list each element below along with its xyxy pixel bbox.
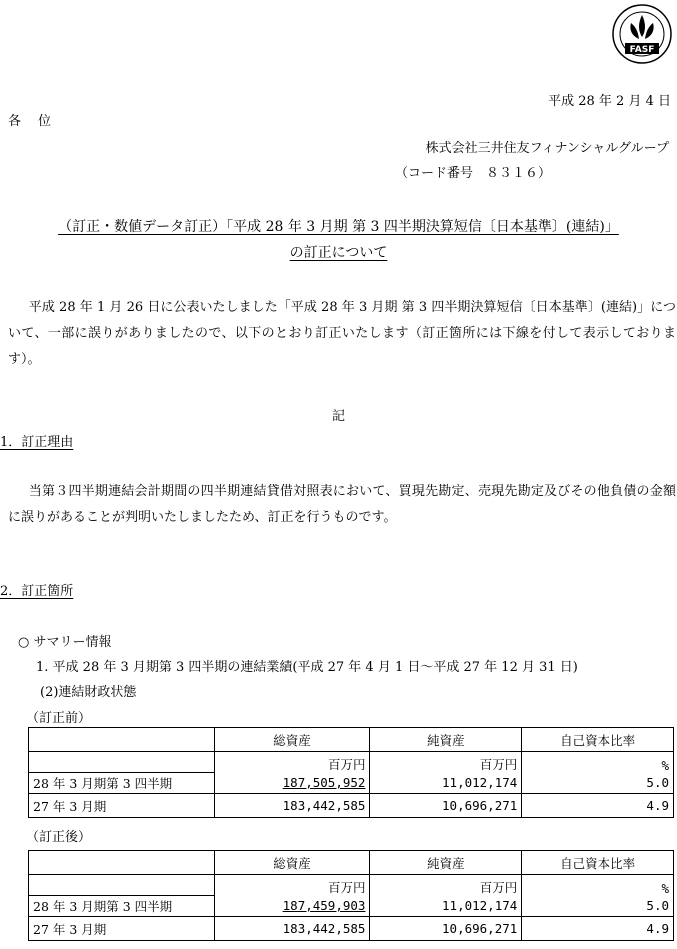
- after-label: （訂正後）: [26, 830, 92, 845]
- section1-body: 当第３四半期連結会計期間の四半期連結貸借対照表において、買現先勘定、売現先勘定及びその他負債の金額に誤りがあることが判明いたしましたため、訂正を行うものです。: [8, 484, 676, 525]
- table-header-row: 総資産 純資産 自己資本比率: [29, 851, 674, 875]
- before-label: （訂正前）: [26, 711, 92, 726]
- document-title-line1: （訂正・数値データ訂正）「平成 28 年 3 月期 第 3 四半期決算短信〔日本基準〕(連結)」: [58, 219, 619, 235]
- header-equity-ratio: 自己資本比率: [522, 728, 674, 752]
- logo-text: FASF: [629, 45, 655, 55]
- table-row: 27 年 3 月期 183,442,585 10,696,271 4.9: [29, 794, 674, 818]
- item1-label: 1. 平成 28 年 3 月期第 3 四半期の連結業績(平成 27 年 4 月 1 日～平成 27 年 12 月 31 日): [36, 660, 578, 675]
- table-row: 27 年 3 月期 183,442,585 10,696,271 4.9: [29, 917, 674, 941]
- table-header-row: [29, 728, 674, 752]
- before-table: [28, 727, 674, 818]
- header-total-assets: 総資産: [214, 728, 370, 752]
- summary-label: ○ サマリー情報: [18, 635, 112, 650]
- table-row: 28 年 3 月期第 3 四半期 187,505,952 11,012,174 5.0: [29, 773, 674, 794]
- after-table: [28, 850, 674, 941]
- document-date: 平成 28 年 2 月 4 日: [548, 94, 671, 109]
- units-row: 百万円 百万円 %: [29, 752, 674, 773]
- company-name: 株式会社三井住友フィナンシャルグループ: [425, 141, 669, 156]
- section2-heading: 2．訂正箇所: [0, 584, 74, 599]
- table-row: 28 年 3 月期第 3 四半期 187,459,903 11,012,174 5.0: [29, 896, 674, 917]
- section1-heading: 1．訂正理由: [0, 435, 74, 450]
- units-row: 百万円 百万円 %: [29, 875, 674, 896]
- item2-label: (2)連結財政状態: [40, 685, 137, 700]
- ki-marker: 記: [331, 409, 345, 424]
- fasf-logo: [611, 3, 673, 65]
- header-net-assets: 純資産: [370, 728, 522, 752]
- document-title-line2: の訂正について: [289, 245, 388, 261]
- intro-paragraph: 平成 28 年 1 月 26 日に公表いたしました「平成 28 年 3 月期 第 3 四半期決算短信〔日本基準〕(連結)」について、一部に誤りがありましたので、以下のとおり訂正いたします（訂正箇所には下線を付して表示しております）。: [8, 300, 676, 367]
- stock-code: （コード番号 ８３１６）: [394, 166, 551, 181]
- addressee: 各 位: [8, 114, 54, 129]
